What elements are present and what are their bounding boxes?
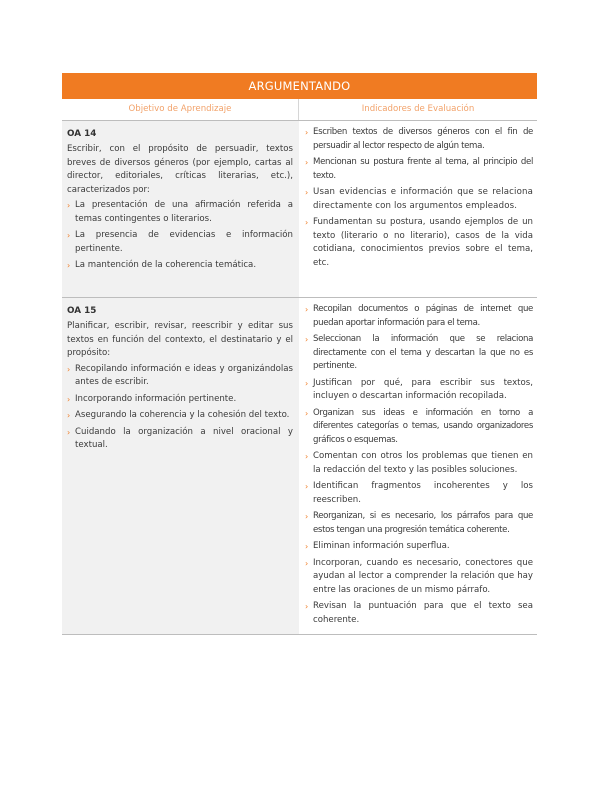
indicator-item: › Reorganizan, si es necesario, los párrafos para que estos tengan una progresión temática coherente.: [305, 511, 533, 535]
objective-item: › Incorporando información pertinente.: [67, 393, 293, 407]
column-header-objective: Objetivo de Aprendizaje: [62, 99, 299, 120]
indicator-list: [305, 303, 533, 627]
indicator-item: › Justifican por qué, para escribir sus textos, incluyen o descartan información recopilada.: [305, 377, 533, 401]
indicator-item: › Escriben textos de diversos géneros con el fin de persuadir al lector respecto de algún tema.: [305, 127, 533, 151]
bullet-chevron-icon: ›: [305, 305, 308, 314]
indicator-item: › Seleccionan la información que se relaciona directamente con el tema y descartan la que no es pertinente.: [305, 334, 533, 371]
table-row-oa15: [62, 298, 537, 635]
objective-code: OA 14: [67, 129, 97, 139]
objective-cell: [62, 298, 299, 634]
objective-code: OA 15: [67, 306, 97, 316]
indicator-item: › Organizan sus ideas e información en torno a diferentes categorías o temas, usando organizadores gráficos o esquemas.: [305, 407, 533, 445]
objective-item: › Recopilando información e ideas y organizándolas antes de escribir.: [67, 363, 293, 387]
bullet-chevron-icon: ›: [67, 394, 71, 404]
indicators-cell: [299, 121, 537, 297]
table-row-oa14: [62, 121, 537, 298]
bullet-chevron-icon: ›: [305, 602, 309, 611]
bullet-chevron-icon: ›: [305, 558, 309, 568]
bullet-chevron-icon: ›: [305, 378, 309, 388]
objective-item: › Asegurando la coherencia y la cohesión del texto.: [67, 409, 293, 423]
indicator-item: › Mencionan su postura frente al tema, al principio del texto.: [305, 157, 533, 181]
bullet-chevron-icon: ›: [305, 452, 309, 461]
column-header-indicators: Indicadores de Evaluación: [361, 104, 475, 114]
indicator-item: › Fundamentan su postura, usando ejemplos de un texto (literario o no literario), casos de la vida cotidiana, conocimientos previos sobre el tema, etc.: [305, 217, 533, 268]
indicator-item: › Incorporan, cuando es necesario, conectores que ayudan al lector a comprender la relación que hay entre las oraciones de un mismo párrafo.: [305, 557, 533, 595]
column-headers: [62, 99, 537, 121]
bullet-chevron-icon: ›: [67, 364, 71, 374]
indicator-item: › Revisan la puntuación para que el texto sea coherente.: [305, 601, 533, 625]
indicator-list: [305, 126, 533, 270]
indicator-item: › Identifican fragmentos incoherentes y los reescriben.: [305, 481, 533, 505]
objective-cell: [62, 121, 299, 297]
objective-item: › La presencia de evidencias e información pertinente.: [67, 230, 293, 254]
objective-items: [67, 199, 293, 273]
objective-item: › Cuidando la organización a nivel oracional y textual.: [67, 426, 293, 450]
objective-text: Escribir, con el propósito de persuadir, textos breves de diversos géneros (por ejemplo, cartas al director, editoriales, críticas literarias, etc.), caracterizados por:: [67, 144, 293, 195]
objective-text: Planificar, escribir, revisar, reescribir y editar sus textos en función del contexto, el destinatario y el propósito:: [67, 321, 293, 358]
indicator-item: › Eliminan información superflua.: [305, 540, 533, 554]
bullet-chevron-icon: ›: [67, 201, 71, 210]
bullet-chevron-icon: ›: [305, 218, 309, 227]
bullet-chevron-icon: ›: [305, 482, 309, 491]
indicator-item: › Usan evidencias e información que se relaciona directamente con los argumentos empleados.: [305, 187, 533, 211]
objective-item: › La presentación de una afirmación referida a temas contingentes o literarios.: [67, 200, 293, 224]
objective-item: › La mantención de la coherencia temática.: [67, 259, 293, 273]
bullet-chevron-icon: ›: [305, 188, 309, 197]
indicator-item: › Recopilan documentos o páginas de internet que puedan aportar información para el tema.: [305, 304, 533, 328]
bullet-chevron-icon: ›: [305, 542, 309, 551]
learning-objectives-table: [62, 73, 537, 635]
indicators-cell: [299, 298, 537, 634]
bullet-chevron-icon: ›: [67, 411, 71, 420]
bullet-chevron-icon: ›: [305, 128, 308, 137]
bullet-chevron-icon: ›: [305, 512, 308, 521]
bullet-chevron-icon: ›: [305, 335, 308, 344]
table-title: ARGUMENTANDO: [62, 73, 537, 99]
objective-items: [67, 363, 293, 453]
bullet-chevron-icon: ›: [67, 427, 71, 437]
bullet-chevron-icon: ›: [305, 408, 308, 418]
bullet-chevron-icon: ›: [67, 261, 71, 270]
bullet-chevron-icon: ›: [305, 158, 308, 167]
indicator-item: › Comentan con otros los problemas que tienen en la redacción del texto y las posibles soluciones.: [305, 451, 533, 475]
bullet-chevron-icon: ›: [67, 231, 71, 240]
